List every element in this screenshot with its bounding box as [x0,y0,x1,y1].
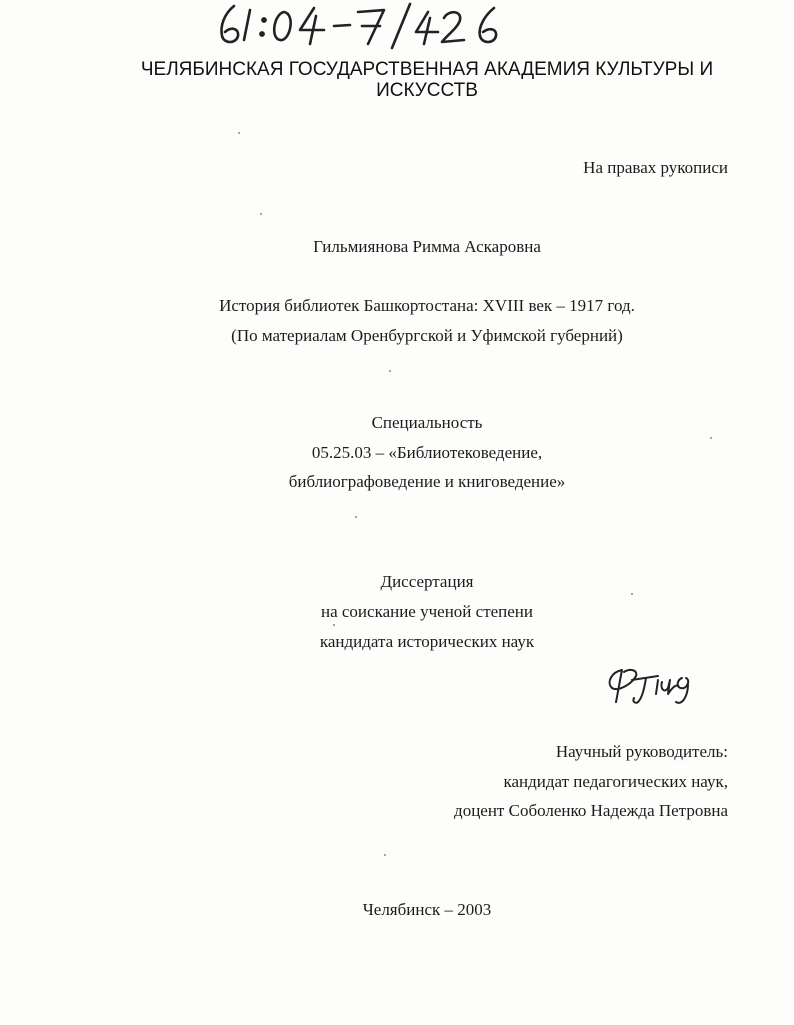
dissertation-label: Диссертация [380,572,474,591]
specialty-code-line2: библиографоведение и книговедение» [288,472,566,491]
author-signature [602,662,702,710]
scan-speck [260,213,262,215]
place-and-year: Челябинск – 2003 [362,900,492,919]
advisor-degree: кандидат педагогических наук, [503,772,728,791]
advisor-label: Научный руководитель: [555,742,728,761]
scan-speck [355,516,357,518]
scan-speck [238,132,240,134]
scan-speck [710,437,712,439]
scan-speck [384,854,386,856]
degree-type: кандидата исторических наук [319,632,535,651]
degree-purpose: на соискание ученой степени [320,602,534,621]
specialty-code-line1: 05.25.03 – «Библиотековедение, [311,443,543,462]
author-name: Гильмиянова Римма Аскаровна [313,237,541,256]
advisor-name: доцент Соболенко Надежда Петровна [454,801,728,820]
scan-speck [631,593,633,595]
manuscript-rights-note: На правах рукописи [583,158,728,177]
institution-name-line1: ЧЕЛЯБИНСКАЯ ГОСУДАРСТВЕННАЯ АКАДЕМИЯ КУЛЬТУРЫ И [140,59,714,80]
dissertation-title-line2: (По материалам Оренбургской и Уфимской губерний) [231,326,623,345]
scan-speck [333,624,335,626]
institution-name-line2: ИСКУССТВ [376,80,478,101]
scan-speck [389,370,391,372]
specialty-label: Специальность [371,413,483,432]
dissertation-title-line1: История библиотек Башкортостана: XVIII век – 1917 год. [219,296,635,315]
handwritten-archive-code [212,0,522,52]
